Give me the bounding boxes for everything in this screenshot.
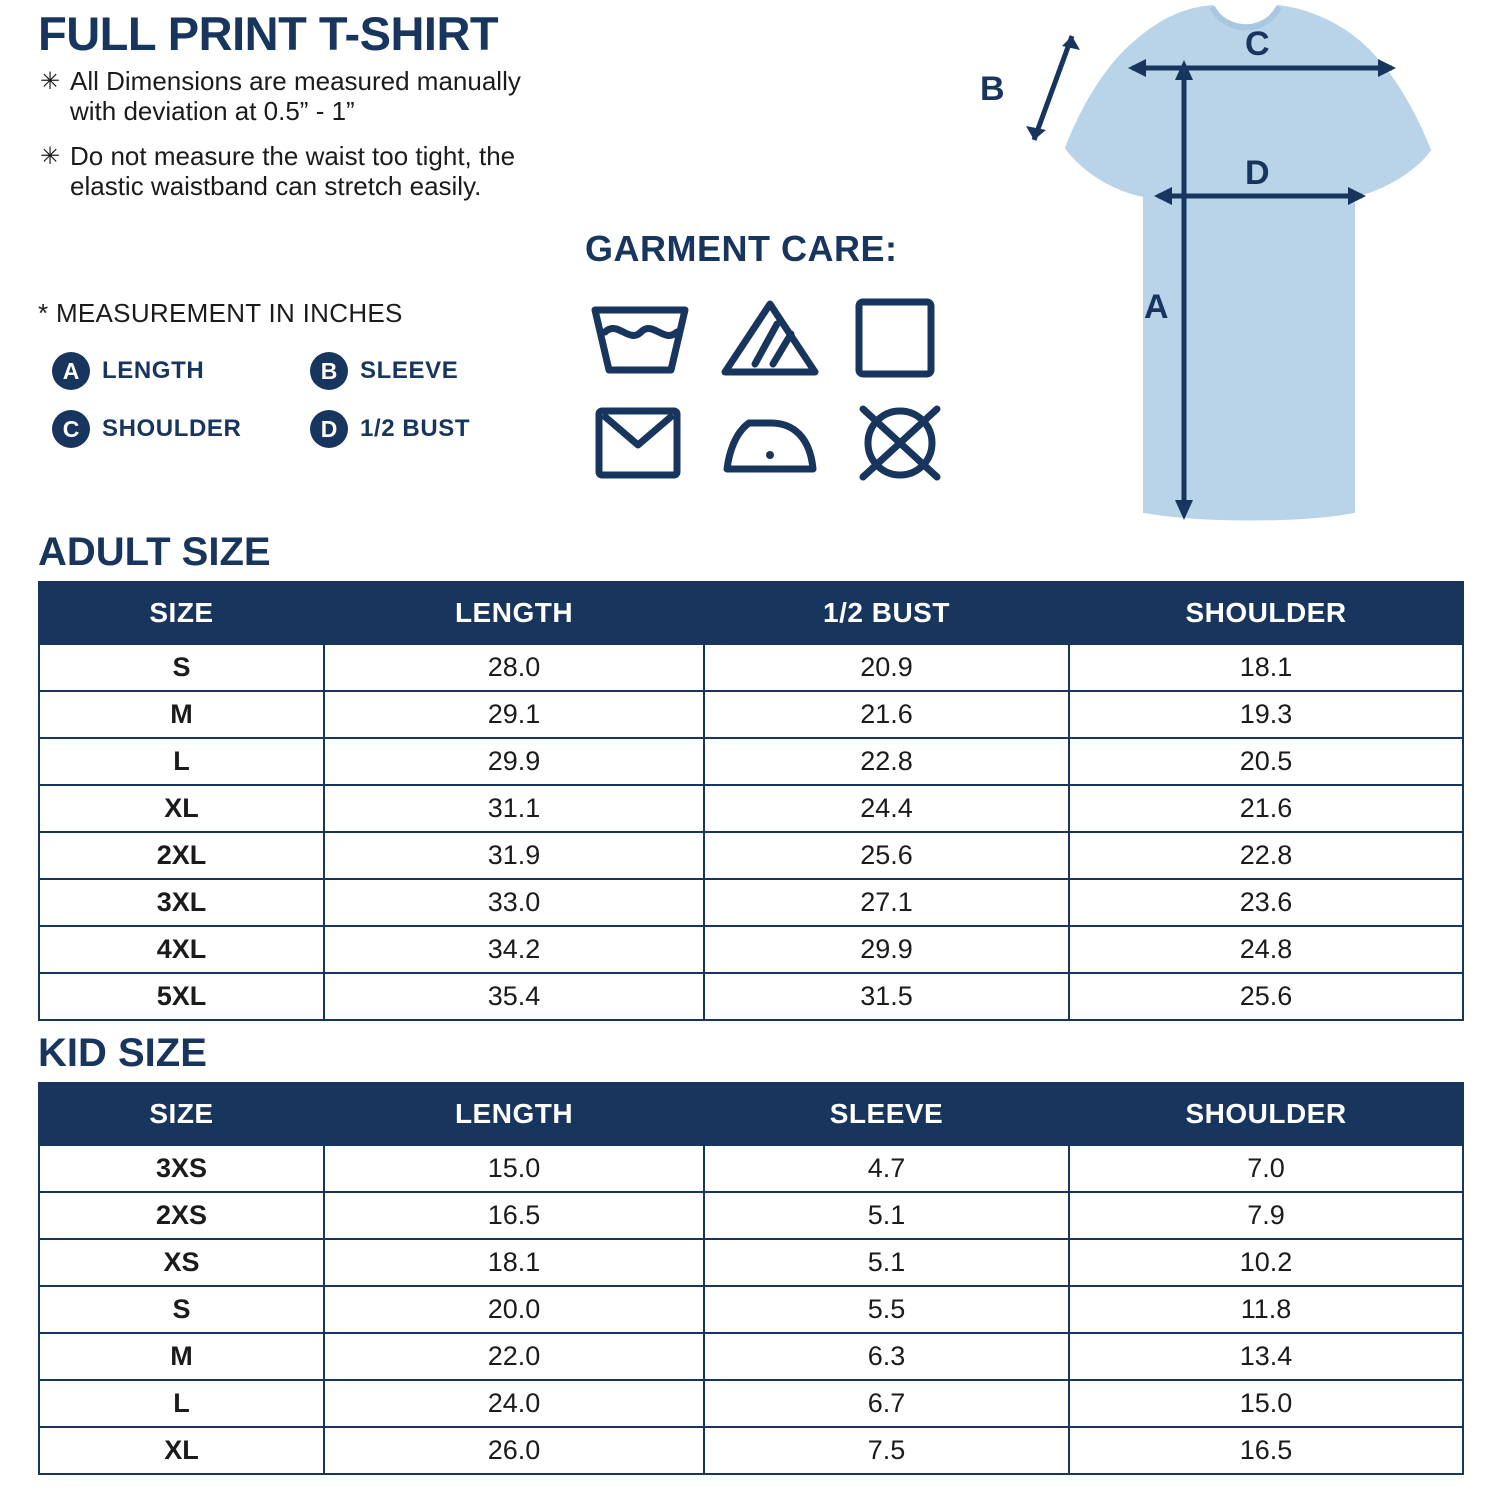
cell-size: 5XL: [39, 973, 324, 1020]
note-item: [38, 141, 538, 202]
table-row: [39, 1192, 1463, 1239]
cell-shoulder: 10.2: [1069, 1239, 1463, 1286]
legend-item-sleeve: [310, 352, 540, 390]
cell-shoulder: 19.3: [1069, 691, 1463, 738]
cell-length: 31.1: [324, 785, 704, 832]
column-header: SLEEVE: [704, 1083, 1069, 1145]
cell-size: XL: [39, 785, 324, 832]
cell-shoulder: 24.8: [1069, 926, 1463, 973]
tumble-dry-square-icon: [845, 284, 975, 389]
cell-length: 35.4: [324, 973, 704, 1020]
svg-text:A: A: [1144, 288, 1169, 326]
table-row: [39, 1333, 1463, 1380]
table-row: [39, 926, 1463, 973]
line-dry-icon: [585, 389, 715, 494]
star-bullet-icon: ✳: [40, 68, 61, 95]
cell-size: L: [39, 1380, 324, 1427]
badge-b-icon: B: [310, 352, 348, 390]
table-row: [39, 1380, 1463, 1427]
cell-half-bust: 29.9: [704, 926, 1069, 973]
kid-size-title: KID SIZE: [38, 1031, 207, 1075]
cell-shoulder: 15.0: [1069, 1380, 1463, 1427]
cell-length: 29.9: [324, 738, 704, 785]
cell-size: S: [39, 644, 324, 691]
column-header: SIZE: [39, 1083, 324, 1145]
table-row: [39, 1239, 1463, 1286]
column-header: 1/2 BUST: [704, 582, 1069, 644]
cell-length: 18.1: [324, 1239, 704, 1286]
table-row: [39, 879, 1463, 926]
table-header-row: [39, 582, 1463, 644]
garment-care-section: [585, 228, 985, 494]
cell-sleeve: 6.7: [704, 1380, 1069, 1427]
table-row: [39, 1145, 1463, 1192]
cell-half-bust: 31.5: [704, 973, 1069, 1020]
cell-sleeve: 5.1: [704, 1239, 1069, 1286]
table-row: [39, 973, 1463, 1020]
cell-shoulder: 23.6: [1069, 879, 1463, 926]
legend-label: SLEEVE: [360, 357, 459, 384]
cell-size: 4XL: [39, 926, 324, 973]
cell-size: S: [39, 1286, 324, 1333]
cell-sleeve: 7.5: [704, 1427, 1069, 1474]
cell-shoulder: 13.4: [1069, 1333, 1463, 1380]
note-text: Do not measure the waist too tight, the elastic waistband can stretch easily.: [70, 140, 516, 202]
cell-shoulder: 11.8: [1069, 1286, 1463, 1333]
do-not-dry-clean-icon: [845, 389, 975, 494]
cell-length: 33.0: [324, 879, 704, 926]
badge-c-icon: C: [52, 410, 90, 448]
cell-shoulder: 18.1: [1069, 644, 1463, 691]
cell-shoulder: 7.9: [1069, 1192, 1463, 1239]
note-text: All Dimensions are measured manually with deviation at 0.5” - 1”: [70, 66, 521, 127]
column-header: SHOULDER: [1069, 582, 1463, 644]
cell-half-bust: 27.1: [704, 879, 1069, 926]
cell-size: M: [39, 1333, 324, 1380]
table-row: [39, 785, 1463, 832]
legend-item-shoulder: [52, 410, 310, 448]
svg-text:D: D: [1245, 154, 1270, 192]
table-row: [39, 738, 1463, 785]
info-section: [0, 0, 1500, 530]
cell-half-bust: 21.6: [704, 691, 1069, 738]
cell-size: XS: [39, 1239, 324, 1286]
cell-half-bust: 25.6: [704, 832, 1069, 879]
legend-item-length: [52, 352, 310, 390]
cell-length: 34.2: [324, 926, 704, 973]
adult-size-title: ADULT SIZE: [38, 530, 271, 574]
cell-shoulder: 16.5: [1069, 1427, 1463, 1474]
cell-length: 31.9: [324, 832, 704, 879]
page-title: FULL PRINT T-SHIRT: [38, 7, 499, 60]
legend-item-half-bust: [310, 410, 540, 448]
cell-size: L: [39, 738, 324, 785]
cell-half-bust: 24.4: [704, 785, 1069, 832]
legend-label: 1/2 BUST: [360, 415, 471, 442]
column-header: LENGTH: [324, 1083, 704, 1145]
cell-half-bust: 22.8: [704, 738, 1069, 785]
cell-size: 3XS: [39, 1145, 324, 1192]
column-header: LENGTH: [324, 582, 704, 644]
cell-size: M: [39, 691, 324, 738]
cell-length: 16.5: [324, 1192, 704, 1239]
badge-a-icon: A: [52, 352, 90, 390]
table-row: [39, 691, 1463, 738]
table-row: [39, 1427, 1463, 1474]
cell-sleeve: 6.3: [704, 1333, 1069, 1380]
tshirt-diagram: [962, 0, 1482, 530]
cell-length: 24.0: [324, 1380, 704, 1427]
badge-d-icon: D: [310, 410, 348, 448]
cell-shoulder: 21.6: [1069, 785, 1463, 832]
cell-shoulder: 25.6: [1069, 973, 1463, 1020]
cell-size: XL: [39, 1427, 324, 1474]
measurement-unit-note: * MEASUREMENT IN INCHES: [38, 298, 403, 328]
column-header: SHOULDER: [1069, 1083, 1463, 1145]
cell-size: 2XS: [39, 1192, 324, 1239]
legend-label: SHOULDER: [102, 415, 242, 442]
cell-length: 26.0: [324, 1427, 704, 1474]
legend-row: [52, 352, 552, 390]
garment-care-icons: [585, 284, 985, 494]
cell-size: 3XL: [39, 879, 324, 926]
cell-shoulder: 7.0: [1069, 1145, 1463, 1192]
cell-length: 22.0: [324, 1333, 704, 1380]
kid-size-table: [38, 1082, 1464, 1475]
table-header-row: [39, 1083, 1463, 1145]
note-item: [38, 66, 538, 127]
legend-row: [52, 410, 552, 448]
cell-sleeve: 5.5: [704, 1286, 1069, 1333]
table-row: [39, 832, 1463, 879]
notes-list: [38, 66, 538, 216]
garment-care-title: GARMENT CARE:: [585, 228, 898, 269]
legend-label: LENGTH: [102, 357, 205, 384]
cell-sleeve: 4.7: [704, 1145, 1069, 1192]
svg-text:B: B: [980, 70, 1005, 108]
table-row: [39, 644, 1463, 691]
legend: [52, 352, 552, 468]
table-row: [39, 1286, 1463, 1333]
cell-length: 20.0: [324, 1286, 704, 1333]
bleach-triangle-icon: [715, 284, 845, 389]
cell-sleeve: 5.1: [704, 1192, 1069, 1239]
column-header: SIZE: [39, 582, 324, 644]
cell-shoulder: 20.5: [1069, 738, 1463, 785]
cell-half-bust: 20.9: [704, 644, 1069, 691]
machine-wash-icon: [585, 284, 715, 389]
adult-size-table: [38, 581, 1464, 1021]
svg-text:C: C: [1245, 25, 1270, 63]
iron-icon: [715, 389, 845, 494]
cell-length: 29.1: [324, 691, 704, 738]
cell-shoulder: 22.8: [1069, 832, 1463, 879]
cell-size: 2XL: [39, 832, 324, 879]
cell-length: 15.0: [324, 1145, 704, 1192]
star-bullet-icon: ✳: [40, 142, 61, 170]
cell-length: 28.0: [324, 644, 704, 691]
